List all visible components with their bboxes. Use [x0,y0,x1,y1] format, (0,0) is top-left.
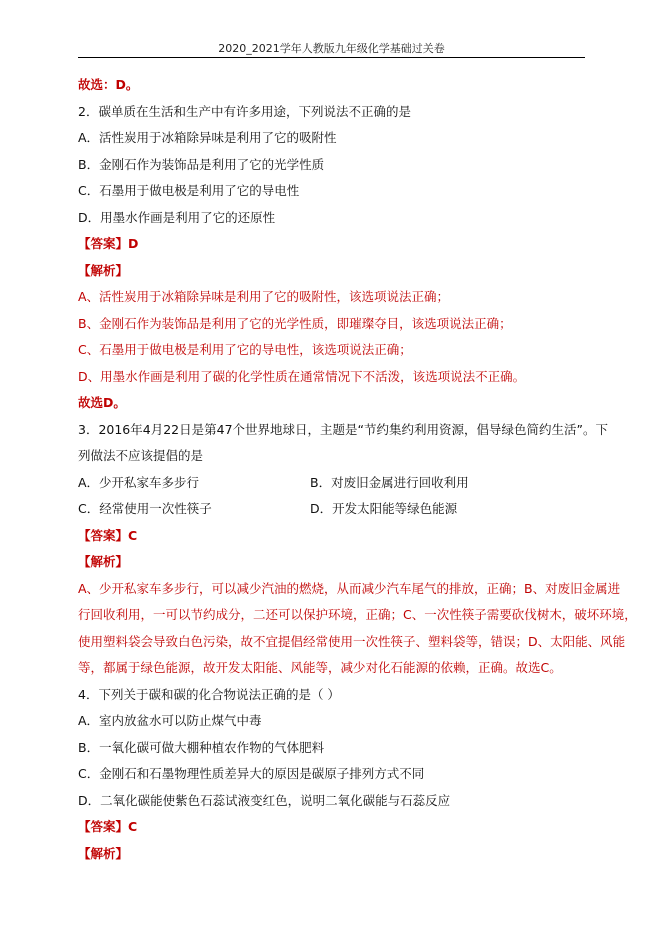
q4-option-c: C．金刚石和石墨物理性质差异大的原因是碳原子排列方式不同 [78,766,425,781]
q4-option-d: D．二氧化碳能使紫色石蕊试液变红色，说明二氧化碳能与石蕊反应 [78,792,451,808]
q3-analysis-line2: 行回收利用，一可以节约成分，二还可以保护环境，正确；C、一次性筷子需要砍伐树木，破坏环境， [78,607,637,622]
header-divider [78,57,585,58]
q2-conclusion: 故选D。 [78,395,126,410]
q3-option-c: C．经常使用一次性筷子 [78,501,212,516]
q4-stem: 4．下列关于碳和碳的化合物说法正确的是（ ） [78,686,340,702]
q2-analysis-d: D、用墨水作画是利用了碳的化学性质在通常情况下不活泼，该选项说法不正确。 [78,368,526,384]
q3-stem-line1: 3．2016年4月22日是第47个世界地球日，主题是“节约集约利用资源，倡导绿色简约生活”。下 [78,421,608,437]
q3-options-row1 [78,470,588,497]
q3-analysis-label: 【解析】 [78,554,129,569]
q3-option-d: D．开发太阳能等绿色能源 [310,501,458,516]
q3-analysis-line3: 使用塑料袋会导致白色污染，故不宜提倡经常使用一次性筷子、塑料袋等，错误；D、太阳能、风能 [78,633,626,649]
q3-analysis-line4: 等，都属于绿色能源，故开发太阳能、风能等，减少对化石能源的依赖，正确。故选C。 [78,660,562,675]
q3-analysis-line1: A、少开私家车多步行，可以减少汽油的燃烧，从而减少汽车尾气的排放，正确；B、对废旧金属进 [78,580,621,596]
document-body [78,72,637,867]
q2-option-b: B．金刚石作为装饰品是利用了它的光学性质 [78,156,325,172]
q4-option-b: B．一氧化碳可做大棚种植农作物的气体肥料 [78,739,325,755]
q4-option-a: A．室内放盆水可以防止煤气中毒 [78,713,262,728]
q3-options-row2 [78,496,588,523]
q2-option-c: C．石墨用于做电极是利用了它的导电性 [78,183,300,198]
q2-analysis-label: 【解析】 [78,262,129,278]
q2-option-a: A．活性炭用于冰箱除异味是利用了它的吸附性 [78,130,337,145]
q3-stem-line2: 列做法不应该提倡的是 [78,448,204,463]
q4-analysis-label: 【解析】 [78,845,129,861]
q2-analysis-c: C、石墨用于做电极是利用了它的导电性，该选项说法正确； [78,342,412,357]
page-header: 2020_2021学年人教版九年级化学基础过关卷 [218,42,445,55]
q3-option-b: B．对废旧金属进行回收利用 [310,474,469,490]
q2-answer: 【答案】D [78,236,139,251]
q2-option-d: D．用墨水作画是利用了它的还原性 [78,209,276,225]
q3-answer: 【答案】C [78,527,138,543]
q2-stem: 2．碳单质在生活和生产中有许多用途，下列说法不正确的是 [78,103,411,119]
q2-analysis-b: B、金刚石作为装饰品是利用了它的光学性质，即璀璨夺目，该选项说法正确； [78,315,512,331]
q3-option-a: A．少开私家车多步行 [78,474,200,490]
previous-answer-conclusion: 故选：D。 [78,77,139,92]
q2-analysis-a: A、活性炭用于冰箱除异味是利用了它的吸附性，该选项说法正确； [78,289,450,304]
q4-answer: 【答案】C [78,819,138,834]
